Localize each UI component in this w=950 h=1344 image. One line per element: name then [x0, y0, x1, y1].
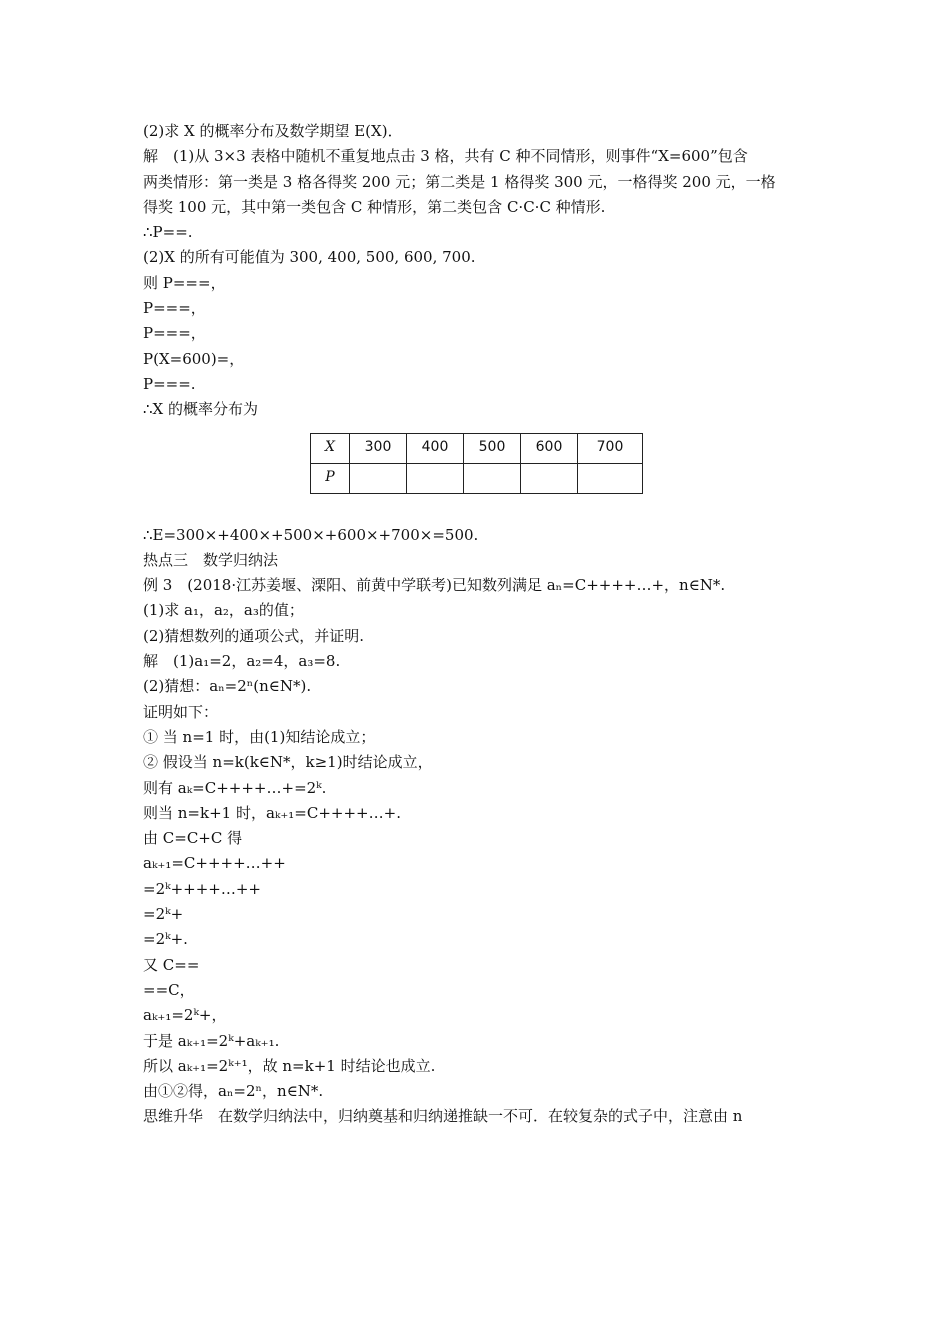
table-cell [464, 463, 521, 493]
document-body [143, 119, 815, 1130]
text-line: 则 P===， [143, 273, 226, 292]
table-cell [407, 463, 464, 493]
table-cell [521, 463, 578, 493]
text-line: ∴E=300×+400×+500×+600×+700×=500. [143, 525, 479, 544]
distribution-table-wrapper [143, 433, 815, 509]
text-line: P(X=600)=， [143, 349, 245, 368]
text-line: 两类情形：第一类是 3 格各得奖 200 元；第二类是 1 格得奖 300 元，一格得奖 200 元，一格 [143, 172, 776, 191]
text-line: ==C， [143, 980, 195, 999]
text-line: 则有 aₖ=C++++…+=2ᵏ. [143, 778, 327, 797]
table-cell: P [311, 463, 350, 493]
text-line: (2)求 X 的概率分布及数学期望 E(X)． [143, 122, 403, 140]
table-cell: 700 [578, 433, 643, 463]
text-line: P===. [143, 374, 196, 393]
text-line: (2)猜想：aₙ=2ⁿ(n∈N*). [143, 677, 312, 696]
table-cell [578, 463, 643, 493]
text-line: 所以 aₖ₊₁=2ᵏ⁺¹，故 n=k+1 时结论也成立. [143, 1056, 436, 1075]
table-cell: 300 [350, 433, 407, 463]
text-line: 解 (1)a₁=2，a₂=4，a₃=8. [143, 652, 341, 671]
text-line: P===， [143, 324, 206, 343]
table-cell: 600 [521, 433, 578, 463]
text-line: =2ᵏ+ [143, 905, 184, 924]
text-line: =2ᵏ++++…++ [143, 879, 261, 898]
table-row [311, 433, 643, 463]
text-line: (1)求 a₁，a₂，a₃的值； [143, 601, 304, 620]
text-line: aₖ₊₁=C++++…++ [143, 854, 286, 873]
table-row [311, 463, 643, 493]
section-heading: 热点三 数学归纳法 [143, 550, 279, 569]
text-line: 由①②得，aₙ=2ⁿ，n∈N*. [143, 1082, 324, 1101]
text-line: ① 当 n=1 时，由(1)知结论成立； [143, 727, 376, 746]
text-line: ∴X 的概率分布为 [143, 400, 258, 419]
table-cell: 500 [464, 433, 521, 463]
text-line: =2ᵏ+. [143, 930, 188, 949]
text-line: 由 C=C+C 得 [143, 829, 243, 848]
text-line: (2)X 的所有可能值为 300, 400, 500, 600, 700. [143, 248, 476, 267]
text-line: 于是 aₖ₊₁=2ᵏ+aₖ₊₁. [143, 1031, 280, 1050]
text-line: aₖ₊₁=2ᵏ+， [143, 1006, 227, 1025]
table-cell: X [311, 433, 350, 463]
lines-top [143, 119, 815, 423]
table-cell: 400 [407, 433, 464, 463]
table-cell [350, 463, 407, 493]
text-line: 例 3 (2018·江苏姜堰、溧阳、前黄中学联考)已知数列满足 aₙ=C++++…+，n∈N*. [143, 576, 726, 595]
text-line: 又 C== [143, 955, 200, 974]
text-line: 证明如下： [143, 702, 219, 721]
text-line: 得奖 100 元，其中第一类包含 C 种情形，第二类包含 C·C·C 种情形. [143, 197, 606, 216]
text-line: ② 假设当 n=k(k∈N*，k≥1)时结论成立， [143, 753, 433, 772]
text-line: 则当 n=k+1 时，aₖ₊₁=C++++…+. [143, 803, 401, 822]
text-line: 解 (1)从 3×3 表格中随机不重复地点击 3 格，共有 C 种不同情形，则事件“X=600”包含 [143, 147, 748, 166]
text-line: (2)猜想数列的通项公式，并证明. [143, 626, 365, 645]
text-line: 思维升华 在数学归纳法中，归纳奠基和归纳递推缺一不可．在较复杂的式子中，注意由 n [143, 1107, 743, 1126]
text-line: ∴P==. [143, 223, 193, 242]
text-line: P===， [143, 299, 206, 318]
lines-bottom [143, 523, 815, 1130]
distribution-table [310, 433, 643, 494]
